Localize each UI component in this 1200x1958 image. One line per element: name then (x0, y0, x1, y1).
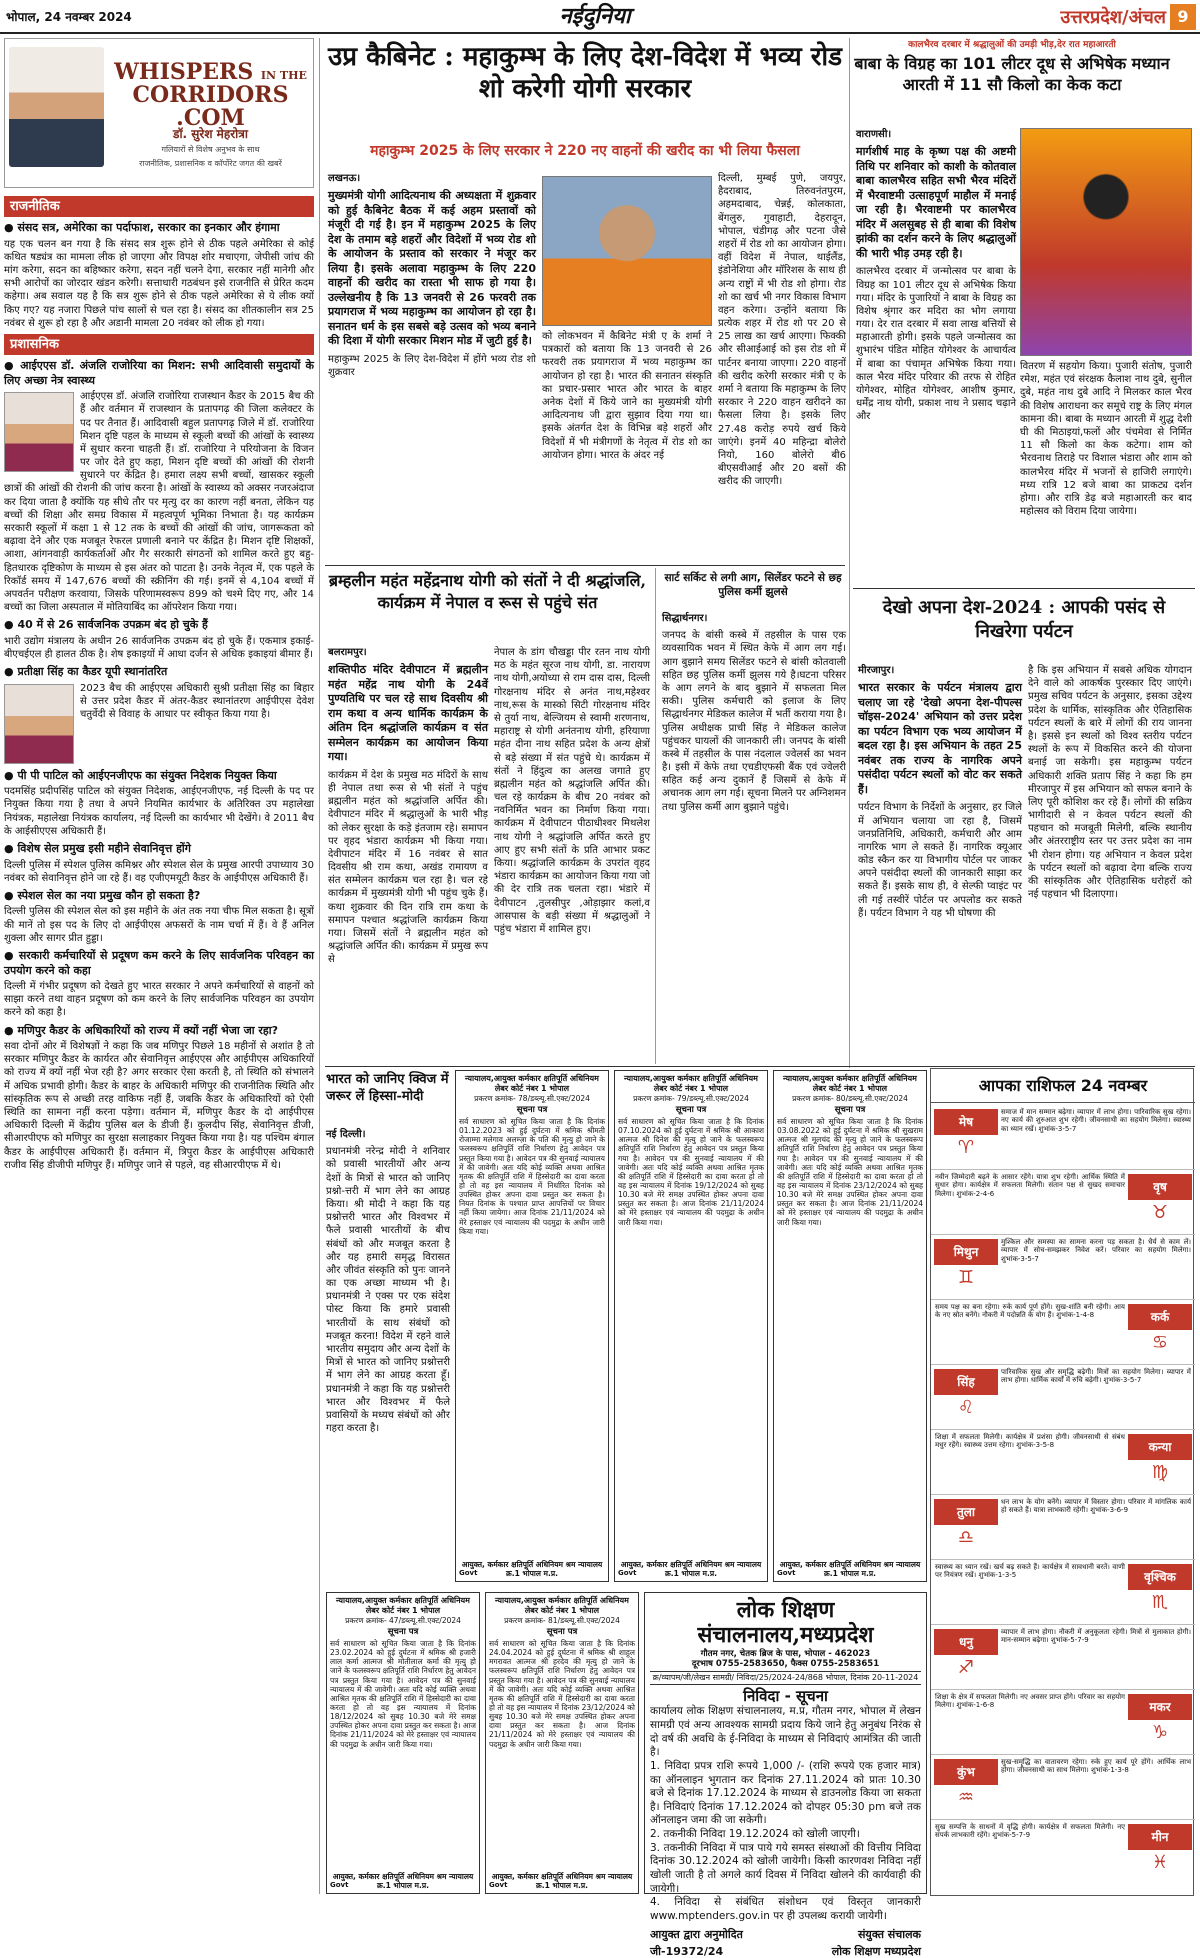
main-dateline: लखनऊ। (328, 173, 361, 184)
court-notice-ad: न्यायालय,आयुक्त कर्मकार क्षतिपूर्ति अधिनियम लेबर कोर्ट नंबर 1 भोपाल प्रकरण क्रमांक- 81/डब्ल्यू.सी.एक्ट/2024 सूचना पत्र सर्व साधारण को सूचित किया जाता है कि दिनांक 24.04.2024 को हुई दुर्घटना में श्रमिक श्री शाहुल मगरावत आत्मज श्री हरदेव की मृत्यु हो जाने के फलस्वरूप क्षतिपूर्ति राशि निर्धारण हेतु आवेदन पत्र प्रस्तुत किया गया है। आवेदन पत्र की सुनवाई न्यायालय में की जावेगी। अतः यदि कोई व्यक्ति अथवा आश्रित मृतक की क्षतिपूर्ति राशि में हिस्सेदारी का दावा करता हो तो वह इस न्यायालय में दिनांक 23/12/2024 को सुबह 10.30 बजे मेरे समक्ष उपस्थित होकर अपना दावा प्रस्तुत कर सकता है। आज दिनांक 21/11/2024 को मेरे हस्ताक्षर एवं न्यायालय की पदमुद्रा के अधीन जारी किया गया। Govt आयुक्त, कर्मकार क्षतिपूर्ति अधिनियम श्रम न्यायालय क्र.1 भोपाल म.प्र. (485, 1592, 639, 1894)
main-col1-end: महाकुम्भ 2025 के लिए देश-विदेश में होंगे भव्य रोड शो शुक्रवार (328, 353, 536, 379)
kalbhairav-kicker: कालभैरव दरबार में श्रद्धालुओं की उमड़ी भीड़,देर रात महाआरती (908, 40, 1116, 50)
item-body: दिल्ली में गंभीर प्रदूषण को देखते हुए भारत सरकार ने अपने कर्मचारियों से वाहनों को साझा करने तथा वाहन प्रदूषण को कम करने के लिए सार्वजनिक परिवहन का उपयोग करने को कहा है। (4, 981, 314, 1019)
tourism-col-1: मीरजापुर। भारत सरकार के पर्यटन मंत्रालय द्वारा चलाए जा रहे 'देखो अपना देश-पीपल्स चॉइस-2024' अभियान को उत्तर प्रदेश का पर्यटन विभाग एक भव्य आयोजन में बदल रहा है। इस अभियान के तहत 25 नवंबर तक राज्य के नागरिक अपने पसंदीदा पर्यटन स्थलों को वोट कर सकते हैं। पर्यटन विभाग के निर्देशों के अनुसार, हर जिले में अभियान चलाया जा रहा है, जिसमें जनप्रतिनिधि, अधिकारी, कर्मचारी और आम नागरिक भाग ले सकते हैं। नागरिक क्यूआर कोड स्कैन कर या विभागीय पोर्टल पर जाकर अपने पसंदीदा स्थलों की जानकारी साझा कर सकते हैं। इसके साथ ही, वे सेल्फी प्वाइंट पर ली गई तस्वीरें पोर्टल पर अपलोड कर सकते हैं। पर्यटन विभाग ने यह भी घोषणा की (858, 665, 1022, 919)
tender-title: निविदा - सूचना (743, 1687, 828, 1706)
item-body: दिल्ली पुलिस की स्पेशल सेल को इस महीने के अंत तक नया चीफ मिल सकता है। सूत्रों की मानें तो इस पद के लिए दो आईपीएस अफसरों के नाम चर्चा में हैं। वे हैं अनिल शुक्ला और सागर प्रीत हुड्डा। (4, 906, 314, 944)
main-subheadline: महाकुम्भ 2025 के लिए सरकार ने 220 नए वाहनों की खरीद का भी लिया फैसला (370, 143, 800, 159)
court-notice-ad: न्यायालय,आयुक्त कर्मकार क्षतिपूर्ति अधिनियम लेबर कोर्ट नंबर 1 भोपाल प्रकरण क्रमांक- 80/डब्ल्यू.सी.एक्ट/2024 सूचना पत्र सर्व साधारण को सूचित किया जाता है कि दिनांक 03.08.2022 को हुई दुर्घटना में श्रमिक श्री सुखराम आत्मज श्री मूलचंद की मृत्यु हो जाने के फलस्वरूप क्षतिपूर्ति राशि निर्धारण हेतु आवेदन पत्र प्रस्तुत किया गया है। आवेदन पत्र की सुनवाई न्यायालय में की जावेगी। अतः यदि कोई व्यक्ति अथवा आश्रित मृतक की क्षतिपूर्ति राशि में हिस्सेदारी का दावा करता हो तो वह इस न्यायालय में दिनांक 23/12/2024 को सुबह 10.30 बजे मेरे समक्ष उपस्थित होकर अपना दावा प्रस्तुत कर सकता है। आज दिनांक 21/11/2024 को मेरे हस्ताक्षर एवं न्यायालय की पदमुद्रा के अधीन जारी किया गया। Govt आयुक्त, कर्मकार क्षतिपूर्ति अधिनियम श्रम न्यायालय क्र.1 भोपाल म.प्र. (773, 1070, 927, 1582)
court-notice-ad: न्यायालय,आयुक्त कर्मकार क्षतिपूर्ति अधिनियम लेबर कोर्ट नंबर 1 भोपाल प्रकरण क्रमांक- 47/डब्ल्यू.सी.एक्ट/2024 सूचना पत्र सर्व साधारण को सूचित किया जाता है कि दिनांक 23.02.2024 को हुई दुर्घटना में श्रमिक श्री हजारी लाल कर्मा आत्मज श्री मोतीलाल कर्मा की मृत्यु हो जाने के फलस्वरूप क्षतिपूर्ति राशि निर्धारण हेतु आवेदन पत्र प्रस्तुत किया गया है। आवेदन पत्र की सुनवाई न्यायालय में की जावेगी। अतः यदि कोई व्यक्ति अथवा आश्रित मृतक की क्षतिपूर्ति राशि में हिस्सेदारी का दावा करता हो तो वह इस न्यायालय में दिनांक 18/12/2024 को सुबह 10.30 बजे मेरे समक्ष उपस्थित होकर अपना दावा प्रस्तुत कर सकता है। आज दिनांक 21/11/2024 को मेरे हस्ताक्षर एवं न्यायालय की पदमुद्रा के अधीन जारी किया गया। Govt आयुक्त, कर्मकार क्षतिपूर्ति अधिनियम श्रम न्यायालय क्र.1 भोपाल म.प्र. (326, 1592, 480, 1894)
item-heading: ● मणिपुर कैडर के अधिकारियों को राज्य में क्यों नहीं भेजा जा रहा? (4, 1024, 314, 1039)
horoscope-sign: मकर ♑ शिक्षा के क्षेत्र में सफलता मिलेगी। नए अवसर प्राप्त होंगे। परिवार का सहयोग मिलेगा। शुभांक-1-6-8 (931, 1690, 1195, 1755)
main-story-col-1 (328, 172, 536, 560)
tourism-headline: देखो अपना देश-2024 : आपकी पसंद से निखरेगा पर्यटन (882, 597, 1166, 643)
item-heading: ● संसद सत्र, अमेरिका का पर्दाफाश, सरकार का इनकार और हंगामा (4, 221, 314, 236)
horoscope-sign: वृष ♉ नवीन जिम्मेदारी बढ़ने के आसार रहेंगे। यात्रा शुभ रहेगी। आर्थिक स्थिति में सुधार होगा। कार्यक्षेत्र में सफलता मिलेगी। संतान पक्ष से सुखद समाचार मिलेगा। शुभांक-2-4-6 (931, 1170, 1195, 1235)
gemini-icon: ♊ (957, 1267, 975, 1288)
section-rule (853, 588, 1195, 589)
kalbhairav-headline: बाबा के विग्रह का 101 लीटर दूध से अभिषेक मध्यान आरती में 11 सौ किलो का केक कटा (854, 54, 1170, 94)
virgo-icon: ♍ (1151, 1462, 1169, 1483)
section-administrative: प्रशासनिक (4, 334, 314, 355)
horoscope-box (930, 1068, 1194, 1896)
kalbhairav-lead: मार्गशीर्ष माह के कृष्ण पक्ष की अष्टमी तिथि पर शनिवार को काशी के कोतवाल बाबा कालभैरव सहित सभी भैरव मंदिरों में भैरवाष्टमी उत्साहपूर्ण माहौल में मनाई जा रही है। भैरवाष्टमी पर कालभैरव मंदिर में अलसुबह से ही बाबा की विशेष झांकी का दर्शन करने के लिए श्रद्धालुओं की भारी भीड़ उमड़ रही है। (856, 145, 1016, 260)
item-heading: ● विशेष सेल प्रमुख इसी महीने सेवानिवृत्त होंगे (4, 842, 314, 857)
scorpio-icon: ♏ (1151, 1592, 1169, 1613)
kalbhairav-col-2: वितरण में सहयोग किया। पुजारी संतोष, पुजारी रमेश, महंत एवं संरक्षक कैलाश नाथ दुबे, सुनील दुबे, महंत नाथ दुबे आदि ने मिलकर काल भैरव की विशेष आराधना कर समूचे राष्ट्र के लिए मंगल कामना की। बाबा के मध्यान आरती में शुद्ध देशी घी की मिठाइयां,फलों और पंचमेवा से निर्मित 11 सौ किलो का केक कटेगा। शाम को भैरवनाथ तिराहे पर विशाल भंडारा और शाम को कालभैरव मंदिर में भजनों से हाजिरी लगाएंगे। मध्य रात्रि 12 बजे बाबा का प्राकट्य दर्शन होगा। और रात्रि डेढ़ बजे महाआरती कर बाद महोत्सव को विराम दिया जायेगा। (1020, 361, 1192, 518)
item-heading: ● प्रतीक्षा सिंह का कैडर यूपी स्थानांतरित (4, 665, 314, 680)
page-number: 9 (1170, 4, 1196, 30)
issue-date: भोपाल, 24 नवम्बर 2024 (6, 10, 132, 24)
horoscope-sign: सिंह ♌ पारिवारिक सुख और समृद्धि बढ़ेगी। मित्रों का सहयोग मिलेगा। व्यापार में लाभ होगा। धार्मिक कार्यों में रुचि बढ़ेगी। शुभांक-3-5-7 (931, 1365, 1195, 1430)
leo-icon: ♌ (957, 1397, 975, 1418)
item-heading: ● स्पेशल सेल का नया प्रमुख कौन हो सकता है? (4, 889, 314, 904)
fire-headline: सार्ट सर्किट से लगी आग, सिलेंडर फटने से छह पुलिस कर्मी झुलसे (664, 572, 842, 598)
item-body: 2023 बैच की आईएएस अधिकारी सुश्री प्रतीक्षा सिंह का बिहार से उत्तर प्रदेश कैडर में अंतर-कैडर स्थानांतरण आईपीएस देवेश चतुर्वेदी से विवाह के आधार पर स्वीकृत किया गया है। (80, 682, 314, 721)
masthead (0, 0, 1200, 34)
main-headline: उप्र कैबिनेट : महाकुम्भ के लिए देश-विदेश में भव्य रोड शो करेगी योगी सरकार (327, 42, 843, 104)
pisces-icon: ♓ (1151, 1852, 1169, 1873)
mahant-col-2: नेपाल के डांग चौखड्डा पीर रतन नाथ योगी मठ के महंत सूरज नाथ योगी, डा. नारायण नाथ योगी,अयोध्या से राम दास दास, दिल्ली गोरक्षनाथ मंदिर से अनंत नाथ,महेश्वर नाथ,रूस के मास्को सिटी गोरक्षनाथ मंदिर से तुर्या नाथ, बेल्जियम से स्वामी शरणनाथ, महाराष्ट्र से योगी अनंतनाथ योगी, हरियाणा महंत दीना नाथ सहित प्रदेश के अन्य क्षेत्रों से बड़े संख्या में संत पहुंचे थे। कार्यक्रम में संतों ने हिंदुत्व का अलख जगाते हुए ब्रह्मलीन महंत को श्रद्धांजलि अर्पित की। चल रहे कार्यक्रम के बीच 20 नवंबर को नवनिर्मित भवन का निर्माण किया गया। कार्यक्रम में देवीपाटन पीठाधीश्वर मिथलेश नाथ योगी ने श्रद्धांजलि अर्पित करते हुए आए हुए सभी संतों के प्रति आभार प्रकट किया। श्रद्धांजलि कार्यक्रम के उपरांत वृहद भंडारा कार्यक्रम का आयोजन किया गया जो की देर रात्रि तक चलता रहा। भंडारे में देवीपाटन ,तुलसीपुर ,ओड़ाझार कलां,व आसपास के बड़ी संख्या में श्रद्धालुओं ने पहुंच भंडारा में शामिल हुए। (494, 647, 650, 935)
sagittarius-icon: ♐ (957, 1657, 975, 1678)
horoscope-sign: मेष ♈ समाज में मान सम्मान बढ़ेगा। व्यापार में लाभ होगा। पारिवारिक सुख रहेगा। नए कार्य की शुरुआत शुभ रहेगी। जीवनसाथी का सहयोग मिलेगा। स्वास्थ्य का ध्यान रखें। शुभांक-3-5-7 (931, 1105, 1195, 1170)
tourism-col-2: है कि इस अभियान में सबसे अधिक योगदान देने वाले को आकर्षक पुरस्कार दिए जाएंगे। प्रमुख सचिव पर्यटन के अनुसार, इसका उद्देश्य प्रदेश के धार्मिक, सांस्कृतिक और ऐतिहासिक पर्यटन स्थलों के बारे में लोगों की राय जानना है। इससे इन स्थलों को विश्व स्तरीय पर्यटन स्थलों के रूप में विकसित करने की योजना बनाई जा सकेगी। इस महाकुम्भ पर्यटन अधिकारी शक्ति प्रताप सिंह ने कहा कि हम मीरजापुर में इस अभियान को सफल बनाने के लिए पूरी कोशिश कर रहे हैं। लोगों की सक्रिय भागीदारी से न केवल पर्यटन स्थलों की पहचान को मजबूती मिलेगी, बल्कि स्थानीय और अंतरराष्ट्रीय स्तर पर उत्तर प्रदेश का नाम भी रोशन होगा। यह अभियान न केवल प्रदेश के पर्यटन स्थलों को बढ़ावा देगा बल्कि राज्य की सांस्कृतिक और ऐतिहासिक धरोहरों को नई पहचान भी दिलाएगा। (1028, 665, 1192, 901)
item-heading: ● सरकारी कर्मचारियों से प्रदूषण कम करने के लिए सार्वजनिक परिवहन का उपयोग करने को कहा (4, 949, 314, 978)
officer-photo (4, 684, 74, 764)
court-notice-ad: न्यायालय,आयुक्त कर्मकार क्षतिपूर्ति अधिनियम लेबर कोर्ट नंबर 1 भोपाल प्रकरण क्रमांक- 79/डब्ल्यू.सी.एक्ट/2024 सूचना पत्र सर्व साधारण को सूचित किया जाता है कि दिनांक 07.10.2024 को हुई दुर्घटना में श्रमिक श्री आकाश आत्मज श्री दिनेश की मृत्यु हो जाने के फलस्वरूप क्षतिपूर्ति राशि निर्धारण हेतु आवेदन पत्र प्रस्तुत किया गया है। आवेदन पत्र की सुनवाई न्यायालय में की जावेगी। अतः यदि कोई व्यक्ति अथवा आश्रित मृतक की क्षतिपूर्ति राशि में हिस्सेदारी का दावा करता हो तो वह इस न्यायालय में दिनांक 19/12/2024 को सुबह 10.30 बजे मेरे समक्ष उपस्थित होकर अपना दावा प्रस्तुत कर सकता है। आज दिनांक 21/11/2024 को मेरे हस्ताक्षर एवं न्यायालय की पदमुद्रा के अधीन जारी किया गया। Govt आयुक्त, कर्मकार क्षतिपूर्ति अधिनियम श्रम न्यायालय क्र.1 भोपाल म.प्र. (614, 1070, 768, 1582)
chief-minister-photo (542, 176, 712, 326)
main-story-col-2: को लोकभवन में कैबिनेट मंत्री ए के शर्मा ने पत्रकारों को बताया कि 13 जनवरी से 26 फरवरी तक प्रयागराज में भव्य महाकुम्भ का आयोजन हो रहा है। भारत की सनातन संस्कृति का प्रचार-प्रसार भारत और भारत के बाहर अनेक देशों में किये जाने का मुख्यमंत्री योगी आदित्यनाथ जी द्वारा सुझाव दिया गया था। इसके अंतर्गत देश के विभिन्न बड़े शहरों और विदेशों में भी मंत्रीगणों के नेतृत्व में रोड शो का आयोजन होगा। भारत के अंदर नई (542, 331, 712, 461)
mahant-headline: ब्रम्हलीन महंत महेंद्रनाथ योगी को संतों ने दी श्रद्धांजलि, कार्यक्रम में नेपाल व रूस से पहुंचे संत (328, 571, 647, 612)
item-heading: ● आईएएस डॉ. अंजलि राजोरिया का मिशन: सभी आदिवासी समुदायों के लिए अच्छा नेत्र स्वास्थ्य (4, 359, 314, 388)
whispers-column (4, 192, 314, 1892)
item-body: पदमसिंह प्रदीपसिंह पाटिल को संयुक्त निदेशक, आईएनजीएफ, नई दिल्ली के पद पर नियुक्त किया गया है तथा वे अपने नियमित कार्यभार के अतिरिक्त उप महालेखा नियंत्रक, महालेखा नियंत्रक कार्यालय, नई दिल्ली का कार्यभार भी देखेंगे। वे 2011 बैच के आईसीएएस अधिकारी हैं। (4, 786, 314, 837)
kalbhairav-photo (1020, 128, 1192, 356)
tender-notice-ad: लोक शिक्षण संचालनालय,मध्यप्रदेश गौतम नगर, चेतक ब्रिज के पास, भोपाल - 462023 दूरभाष 0755-2583650, फैक्स 0755-2583651 क्र/व्यापम/जी/लेखन सामग्री/ निविदा/25/2024-24/868 भोपाल, दिनांक 20-11-2024 निविदा - सूचना कार्यालय लोक शिक्षण संचालनालय, म.प्र, गौतम नगर, भोपाल में लेखन सामग्री एवं अन्य आवश्यक सामग्री प्रदाय किये जाने हेतु अनुबंध निरंक से दो वर्ष की अवधि के ई-निविदा के माध्यम से निविदाएं आमंत्रित की जाती है। 1. निविदा प्रपत्र राशि रूपये 1,000 /- (राशि रूपये एक हजार मात्र) का ऑनलाइन भुगतान कर दिनांक 27.11.2024 को प्रातः 10.30 बजे से दिनांक 17.12.2024 के माध्यम से डाउनलोड किया जा सकता है। निविदाएं दिनांक 17.12.2024 को दोपहर 05:30 pm बजे तक ऑनलाइन जमा की जा सकेगी। 2. तकनीकी निविदा 19.12.2024 को खोली जाएगी। 3. तकनीकी निविदा में पात्र पाये गये समस्त संस्थाओं की वित्तीय निविदा दिनांक 30.12.2024 को खोली जायेगी। किसी कारणवश निविदा नहीं खोली जाती है तो अगले कार्य दिवस में निविदा खोलने की कार्यवाही की जायेगी। 4. निविदा से संबंधित संशोधन एवं विस्तृत जानकारी www.mptenders.gov.in पर ही उपलब्ध करायी जायेगी। आयुक्त द्वारा अनुमोदित संयुक्त संचालक जी-19372/24 लोक शिक्षण मध्यप्रदेश (644, 1592, 927, 1894)
libra-icon: ♎ (957, 1527, 975, 1548)
item-heading: ● 40 में से 26 सार्वजनिक उपक्रम बंद हो चुके हैं (4, 618, 314, 633)
horoscope-sign: मिथुन ♊ मुश्किल और समस्या का सामना करना पड़ सकता है। धैर्य से काम लें। व्यापार में सोच-समझकर निवेश करें। परिवार का सहयोग मिलेगा। शुभांक-3-5-7 (931, 1235, 1195, 1300)
column-rule (655, 568, 656, 1064)
main-story-col-3: दिल्ली, मुम्बई पुणे, जयपुर, हैदराबाद, तिरुवनंतपुरम, अहमदाबाद, चेन्नई, कोलकाता, बेंगलुरु, गुवाहाटी, देहरादून, भोपाल, चंडीगढ़ और पटना जैसे शहरों में रोड शो का आयोजन होगा। वहीं विदेश में नेपाल, थाईलैंड, इंडोनेशिया और मॉरिशस के साथ ही अन्य राष्ट्रों में भी रोड शो होगा। रोड शो का खर्च भी नगर विकास विभाग वहन करेगा। उन्होंने बताया कि प्रत्येक शहर में रोड शो पर 20 से 25 लाख का खर्च आएगा। फिक्की और सीआईआई को इस रोड शो में पार्टनर बनाया जाएगा। 220 वाहनों की खरीद करेगी सरकार मंत्री ए के शर्मा ने बताया कि महाकुम्भ के लिए सरकार ने 220 वाहन खरीदने का फैसला लिया है। इसके लिए 27.48 करोड़ रुपये खर्च किये जाएंगे। इनमें 40 महिन्द्रा बोलेरो नियो, 160 बोलेरो बी6 बीएसवीआई और 20 बसों की खरीद की जाएगी। (718, 173, 846, 488)
section-political: राजनीतिक (4, 196, 314, 217)
fire-story: सिद्धार्थनगर। जनपद के बांसी कस्बे में तहसील के पास एक व्यवसायिक भवन में स्थित केफे में आग लग गई।आग बुझाने समय सिलेंडर फटने से बांसी कोतवाली सहित छह पुलिस कर्मी झुलस गये है।घटना परिसर के आग लगने के बाद बुझाने में सफलता मिल सकी। पुलिस कर्मचारी को इलाज के लिए सिद्धार्थनगर मेडिकल कालेज में भर्ती कराया गया है।पुलिस अधीक्षक प्राची सिंह ने मेडिकल कालेज पहुंचकर घायलों की जानकारी ली। जनपद के बांसी कस्बे में तहसील के पास नंदलाल ज्वेलर्स का भवन है। इसी में केफे तथा एचडीएफसी बैंक एवं ज्वेलरी सहित कई अन्य दुकानें हैं जिसमें से केफे में अचानक आग लग गई। सूचना मिलने पर अग्निशमन तथा पुलिस कर्मी आग बुझाने पहुंचे। (662, 613, 846, 813)
officer-photo (4, 392, 74, 472)
section-name: उत्तरप्रदेश/अंचल (1060, 7, 1166, 28)
cancer-icon: ♋ (1151, 1332, 1169, 1353)
tourism-lead: भारत सरकार के पर्यटन मंत्रालय द्वारा चलाए जा रहे 'देखो अपना देश-पीपल्स चॉइस-2024' अभियान को उत्तर प्रदेश का पर्यटन विभाग एक भव्य आयोजन में बदल रहा है। इस अभियान के तहत 25 नवंबर तक राज्य के नागरिक अपने पसंदीदा पर्यटन स्थलों को वोट कर सकते हैं। (858, 681, 1022, 796)
main-lead: मुख्यमंत्री योगी आदित्यनाथ की अध्यक्षता में शुक्रवार को हुई कैबिनेट बैठक में कई अहम प्रस्तावों को मंजूरी दी गई है। इन में महाकुम्भ 2025 के लिए देश के तमाम बड़े शहरों और विदेशों में भव्य रोड शो के आयोजन के प्रस्ताव को सरकार ने मंजूर कर लिया है। इसके अलावा महाकुम्भ के लिए 220 वाहनों की खरीद का रास्ता भी साफ हो गया है। उल्लेखनीय है कि 13 जनवरी से 26 फरवरी तक प्रयागराज में भव्य महाकुम्भ का आयोजन हो रहा है। सनातन धर्म के इस सबसे बड़े उत्सव को भव्य बनाने की दिशा में योगी सरकार मिशन मोड में जुटी हुई है। (328, 189, 536, 348)
horoscope-sign: वृश्चिक ♏ स्वास्थ्य का ध्यान रखें। खर्च बढ़ सकते हैं। कार्यक्षेत्र में सावधानी बरतें। वाणी पर नियंत्रण रखें। शुभांक-1-3-5 (931, 1560, 1195, 1625)
columnist-photo (9, 47, 104, 167)
item-body: सवा दोनों ओर में विशेषज्ञों ने कहा कि जब मणिपुर पिछले 18 महीनों से अशांत है तो सरकार मणिपुर कैडर के कार्यरत और सेवानिवृत्त आईएएस और आईपीएस अधिकारियों को राज्य में क्यों नहीं भेज रही है? अगर सरकार ऐसा करती है, तो स्थिति को संभालने में अधिक प्रभावी होगी। कैडर के बाहर के अधिकारी मणिपुर की राजनीतिक स्थिति और सांस्कृतिक रूप से अच्छी तरह वाकिफ नहीं हैं, जबकि कैडर के अधिकारियों को ऐसी स्थिति का सामना नहीं करना पड़ेगा। वर्तमान में, मणिपुर कैडर के दो आईपीएस अधिकारी दिल्ली में केंद्रीय पुलिस बल के डीजी हैं। कुलदीप सिंह, सेवानिवृत्त डीजी, सीआरपीएफ को मणिपुर का सुरक्षा सलाहकार नियुक्त किया गया है। यह पश्चिम बंगाल कैडर के आईपीएस अधिकारी हैं। वर्तमान में, त्रिपुरा कैडर के आईपीएस अधिकारी राजीव सिंह डीजीपी मणिपुर हैं। मणिपुर जाने से पहले, वह सीआरपीएफ में थे। (4, 1041, 314, 1171)
mahant-lead: शक्तिपीठ मंदिर देवीपाटन में ब्रह्मलीन महंत महेंद्र नाथ योगी के 24वें पुण्यतिथि पर चल रहे साथ दिवसीय श्री राम कथा व अन्य धार्मिक कार्यक्रम के अंतिम दिन श्रद्धांजलि कार्यक्रम व संत सम्मेलन कार्यक्रम का आयोजन किया गया। (328, 663, 488, 764)
capricorn-icon: ♑ (1151, 1722, 1169, 1743)
horoscope-sign: धनु ♐ व्यापार में लाभ होगा। नौकरी में अनुकूलता रहेगी। मित्रों से मुलाकात होगी। मान-सम्मान बढ़ेगा। शुभांक-5-7-9 (931, 1625, 1195, 1690)
horoscope-sign: मीन ♓ सुख सम्पत्ति के साधनों में वृद्धि होगी। कार्यक्षेत्र में सफलता मिलेगी। नए संपर्क लाभकारी रहेंगे। शुभांक-5-7-9 (931, 1820, 1195, 1885)
item-body: भारी उद्योग मंत्रालय के अधीन 26 सार्वजनिक उपक्रम बंद हो चुके हैं। एकमात्र इकाई-बीएचईएल ही हालत ठीक है। शेष इकाइयों में आधा दर्जन से अधिक इकाइयां बीमार हैं। (4, 635, 314, 661)
aries-icon: ♈ (957, 1137, 975, 1158)
aquarius-icon: ♒ (957, 1787, 975, 1808)
court-notice-ad: न्यायालय,आयुक्त कर्मकार क्षतिपूर्ति अधिनियम लेबर कोर्ट नंबर 1 भोपाल प्रकरण क्रमांक- 78/डब्ल्यू.सी.एक्ट/2024 सूचना पत्र सर्व साधारण को सूचित किया जाता है कि दिनांक 01.12.2023 को हुई दुर्घटना में श्रमिक श्रीमती रोजाम्मा मलेगाव अलम्ज़ा के पति की मृत्यु हो जाने के फलस्वरूप क्षतिपूर्ति राशि निर्धारण हेतु आवेदन पत्र प्रस्तुत किया गया है। आवेदन पत्र की सुनवाई न्यायालय में की जावेगी। अतः यदि कोई व्यक्ति अथवा आश्रित मृतक की क्षतिपूर्ति राशि में हिस्सेदारी का दावा करता हो तो वह इस न्यायालय में निर्धारित दिनांक को उपस्थित होकर अपना दावा प्रस्तुत कर सकता है। नियत दिनांक के पश्चात प्राप्त आपत्तियों पर विचार नहीं किया जायेगा। आज दिनांक 21/11/2024 को मेरे हस्ताक्षर एवं न्यायालय की पदमुद्रा के अधीन जारी किया गया। Govt आयुक्त, कर्मकार क्षतिपूर्ति अधिनियम श्रम न्यायालय क्र.1 भोपाल म.प्र. (455, 1070, 609, 1582)
horoscope-sign: कर्क ♋ समय पक्ष का बना रहेगा। रुके कार्य पूर्ण होंगे। सुख-शांति बनी रहेगी। आय के नए स्रोत बनेंगे। नौकरी में पदोन्नति के योग हैं। शुभांक-1-4-8 (931, 1300, 1195, 1365)
tender-department: लोक शिक्षण संचालनालय,मध्यप्रदेश (697, 1597, 874, 1649)
horoscope-sign: कुंभ ♒ सुख-समृद्धि का वातावरण रहेगा। रुके हुए कार्य पूरे होंगे। आर्थिक लाभ होगा। जीवनसाथी का साथ मिलेगा। शुभांक-1-3-8 (931, 1755, 1195, 1820)
horoscope-sign: तुला ♎ धन लाभ के योग बनेंगे। व्यापार में विस्तार होगा। परिवार में मांगलिक कार्य हो सकते हैं। यात्रा लाभकारी रहेगी। शुभांक-3-6-9 (931, 1495, 1195, 1560)
columnist-name: डॉ. सुरेश मेहरोत्रा (173, 127, 248, 141)
quiz-headline: भारत को जानिए क्विज में जरूर लें हिस्सा-मोदी (326, 1072, 449, 1104)
item-body: यह एक चलन बन गया है कि संसद सत्र शुरू होने से ठीक पहले अमेरिका से कोई कथित षड्यंत्र का मामला लीक हो जाएगा और विपक्ष शोर मचाएगा, जेपीसी जांच की मांग करेगा, सदन का बहिष्कार करेगा, सदन नहीं चलने देगा, सरकार नहीं मानेगी और सभी आरोपों का जोरदार खंडन करेगी। सत्ताधारी गठबंधन इसे राजनीति से प्रेरित कदम कहेगा। अब सवाल यह है कि सत्र शुरू होने से ठीक पहले अमेरिका से ये लीक क्यों किए गए? यह नजारा पिछले पांच सालों से चल रहा है। संसद का शीतकालीन सत्र 25 नवंबर से शुरू हो रहा है और अडानी मामला 20 नवंबर को लीक हो गया। (4, 238, 314, 329)
column-rule (319, 38, 320, 1894)
horoscope-title: आपका राशिफल 24 नवम्बर (931, 1069, 1195, 1103)
whispers-tagline-2: राजनीतिक, प्रशासनिक व कॉर्पोरेट जगत की खबरें (139, 159, 282, 168)
taurus-icon: ♉ (1151, 1202, 1169, 1223)
kalbhairav-col-1: वाराणसी। मार्गशीर्ष माह के कृष्ण पक्ष की अष्टमी तिथि पर शनिवार को काशी के कोतवाल बाबा कालभैरव सहित सभी भैरव मंदिरों में भैरवाष्टमी उत्साहपूर्ण माहौल में मनाई जा रही है। भैरवाष्टमी पर कालभैरव मंदिर में अलसुबह से ही बाबा की विशेष झांकी का दर्शन करने के लिए श्रद्धालुओं की भारी भीड़ उमड़ रही है। कालभैरव दरबार में जन्मोत्सव पर बाबा के विग्रह का 101 लीटर दूध से अभिषेक किया गया। मंदिर के पुजारियों ने बाबा के विग्रह का विशेष श्रृंगार कर मदिरा का भोग लगाया गया। देर रात दरबार में सवा लाख बत्तियों से महाआरती होगी। इसके पहले जन्मोत्सव का शुभारंभ पंडित मोहित योगेश्वर के आचार्यत्व में बाबा का पंचामृत अभिषेक किया गया। काल भैरव मंदिर परिवार की तरफ से रोहित योगेश्वर, मोहित योगेश्वर, आशीष कुमार, धर्मेंद्र नाथ योगी, प्रकाश नाथ ने प्रसाद चढ़ाने और (856, 129, 1016, 423)
whispers-banner (4, 38, 314, 188)
newspaper-logo: नईदुनिया (559, 3, 631, 29)
quiz-story: नई दिल्ली। प्रधानमंत्री नरेन्द्र मोदी ने शनिवार को प्रवासी भारतीयों और अन्य देशों के मित्रों से भारत को जानिए प्रश्नो-त्तरी में भाग लेने का आग्रह किया। श्री मोदी ने कहा कि यह प्रश्नोत्तरी भारत और विश्वभर में फैले प्रवासी भारतीयों के बीच संबंधों को और मजबूत करता है और यह हमारी समृद्ध विरासत और जीवंत संस्कृति को पुनः जानने का एक अच्छा माध्यम भी है। प्रधानमंत्री ने एक्स पर एक संदेश पोस्ट किया कि हमारे प्रवासी भारतीयों के साथ संबंधों को मजबूत करना! विदेश में रहने वाले भारतीय समुदाय और अन्य देशों के मित्रों से भारत को जानिए प्रश्नोत्तरी में भाग लेने का आग्रह करता हूँ। प्रधानमंत्री ने कहा कि यह प्रश्नोत्तरी भारत और विश्वभर में फैले प्रवासियों के मध्यच संबंधों को और गहरा करता है। (326, 1129, 450, 1435)
column-rule (849, 38, 850, 1068)
section-rule (325, 1066, 1195, 1067)
whispers-tagline: गलियारों से विशेष अनुभव के साथ (161, 145, 260, 154)
whispers-logo: WHISPERS IN THE CORRIDORS .COM (114, 59, 307, 132)
mahant-col-1: बलरामपुर। शक्तिपीठ मंदिर देवीपाटन में ब्रह्मलीन महंत महेंद्र नाथ योगी के 24वें पुण्यतिथि पर चल रहे साथ दिवसीय श्री राम कथा व अन्य धार्मिक कार्यक्रम के अंतिम दिन श्रद्धांजलि कार्यक्रम व संत सम्मेलन कार्यक्रम का आयोजन किया गया। कार्यक्रम में देश के प्रमुख मठ मंदिरों के साथ ही नेपाल तथा रूस से भी संतों ने पहुंच ब्रह्मलीन महंत को श्रद्धांजलि अर्पित की। देवीपाटन मंदिर में श्रद्धालुओं के भारी भीड़ को लेकर सुरक्षा के कड़े इंतजाम रहे। समापन पर वृहद भंडारा कार्यक्रम भी किया गया। देवीपाटन मंदिर में 16 नवंबर से सात दिवसीय श्री राम कथा, अखंड रामायण व संत सम्मेलन कार्यक्रम चल रहा है। चल रहे कार्यक्रम में मुख्यमंत्री योगी भी पहुंच चुके हैं। कथा शुक्रवार की दिन रात्रि राम कथा के समापन पश्चात श्रद्धांजलि कार्यक्रम किया गया। जिसमें संतों ने ब्रह्मलीन महंत को श्रद्धांजलि अर्पित की। कार्यक्रम में प्रमुख रूप से (328, 647, 488, 966)
item-heading: ● पी पी पाटिल को आईएनजीएफ का संयुक्त निदेशक नियुक्त किया (4, 769, 314, 784)
horoscope-sign: कन्या ♍ शिक्षा में सफलता मिलेगी। कार्यक्षेत्र में प्रशंसा होगी। जीवनसाथी से संबंध मधुर रहेंगे। स्वास्थ्य उत्तम रहेगा। शुभांक-3-5-8 (931, 1430, 1195, 1495)
item-body: दिल्ली पुलिस में स्पेशल पुलिस कमिश्नर और स्पेशल सेल के प्रमुख आरपी उपाध्याय 30 नवंबर को सेवानिवृत्त होने जा रहे हैं। वह एजीएमयूटी कैडर के आईपीएस अधिकारी हैं। (4, 859, 314, 884)
section-rule (325, 565, 845, 566)
item-body: आईएएस डॉ. अंजलि राजोरिया राजस्थान कैडर के 2015 बैच की हैं और वर्तमान में राजस्थान के प्रतापगढ़ की जिला कलेक्टर के पद पर तैनात हैं। आदिवासी बहुल प्रतापगढ़ जिले में डॉ. राजोरिया मिशन दृष्टि पहल के माध्यम से स्कूली बच्चों की आंखों के स्वास्थ्य में सुधार करना चाहती हैं। डॉ. राजोरिया ने परियोजना के विजन पर जोर देते हुए कहा, मिशन दृष्टि बच्चों की आंखों की रोशनी सुधारने पर केंद्रित है। हमारा लक्ष्य सभी बच्चों, खासकर स्कूली छात्रों की आंखों की रोशनी की जांच करना है। आंखों के स्वास्थ्य को अक्सर नजरअंदाज कर दिया जाता है क्योंकि यह सीधे तौर पर मृत्यु दर का कारण नहीं बनता, लेकिन यह बच्चों की शिक्षा और समग्र विकास में महत्वपूर्ण भूमिका निभाता है। यह कार्यक्रम सरकारी स्कूलों में कक्षा 1 से 12 तक के बच्चों की आंखों की जांच, जागरूकता को बढ़ावा देने और एक मजबूत रेफरल प्रणाली बनाने पर केंद्रित है। मिशन दृष्टि शिक्षकों, आशा, आंगनवाड़ी कार्यकर्ताओं और गैर सरकारी संगठनों को शामिल करते हुए बहु-हितधारक दृष्टिकोण के माध्यम से इस अंतर को पाटता है। उनके नेतृत्व में, एक पहले के रिकॉर्ड समय में 147,676 बच्चों की स्क्रीनिंग की गई। इनमें से 4,104 बच्चों में अपवर्तन परीक्षण करवाया, जिसके परिणामस्वरूप 899 को चश्मे दिए गए, और 14 बच्चों का जिला अस्पताल में मोतियाबिंद का ऑपरेशन किया गया। (4, 391, 314, 614)
